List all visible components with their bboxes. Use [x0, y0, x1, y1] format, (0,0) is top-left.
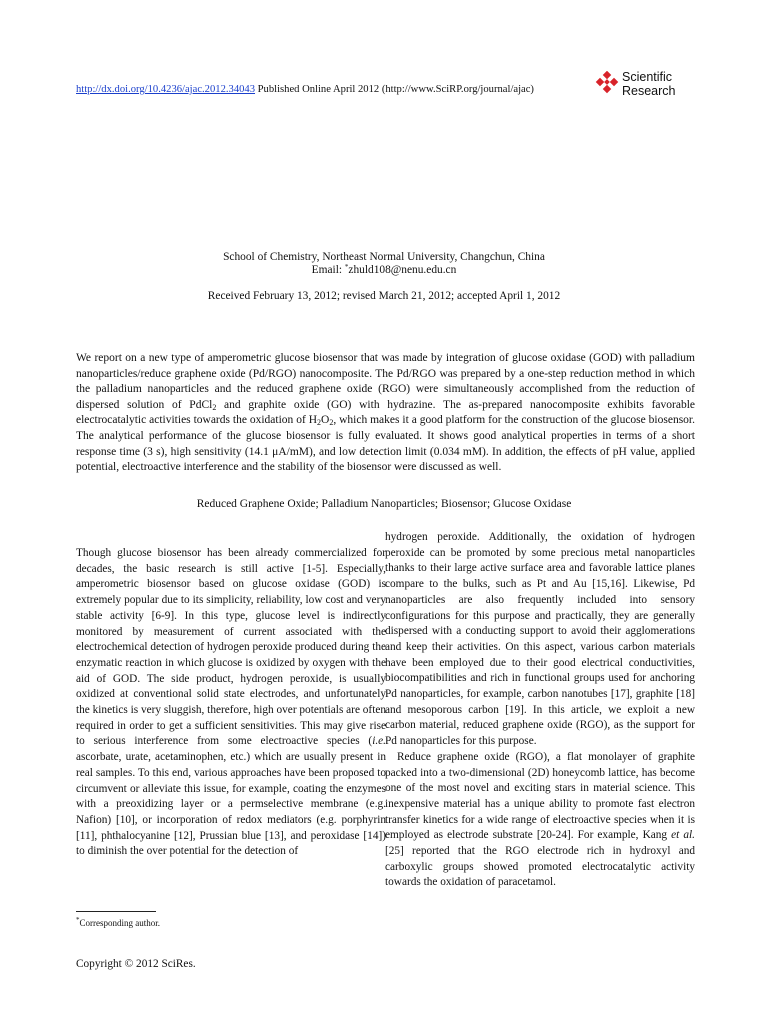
- footnote-divider: [76, 911, 156, 912]
- abstract: We report on a new type of amperometric glucose biosensor that was made by integration of glucose oxidase (GOD) with palladium nanoparticles/reduce graphene oxide (Pd/RGO) nanocomposite. The Pd/RGO was prepared by a one-step reduction method in which the palladium nanoparticles and the reduced graphene oxide (RGO) were simultaneously accomplished from the reduction of dispersed solution of PdCl$_2$ and graphite oxide (GO) with hydrazine. The as-prepared nanocomposite exhibits favorable electrocatalytic activities towards the oxidation of $H_2O_2$, which makes it a good platform for the construction of the glucose biosensor. The analytical performance of the glucose biosensor is fully evaluated. It shows good analytical properties in terms of a short response time (3 s), high sensitivity (14.1 μA/mM), and low detection limit (0.034 mM). In addition, the effects of pH value, applied potential, electroactive interference and the stability of the biosensor were discussed as well.: [76, 352, 695, 474]
- body-column-right: [385, 530, 695, 891]
- paragraph-intro: Though glucose biosensor has been already commercialized for decades, the basic research is still active [1-5]. Especially, amperometric biosensor based on glucose oxidase (GOD) is extremely popular due to its simplicity, reliability, low cost and very stable activity [6-9]. In this type, glucose level is indirectly monitored by measurement of current associated with the electrochemical detection of hydrogen peroxide produced during the enzymatic reaction in which glucose is oxidized by oxygen with the aid of GOD. The side product, hydrogen peroxide, is usually oxidized at conventional solid state electrodes, and unfortunately the kinetics is very sluggish, therefore, high over potentials are often required in order to get a sufficient sensitivities. This may give rise to serious interference from some electroactive species (i.e. ascorbate, urate, acetaminophen, etc.) which are usually present in real samples. To this end, various approaches have been proposed to circumvent or alleviate this issue, for example, coating the enzymes with a preoxidizing layer or a permselective membrane (e.g. Nafion) [10], or incorporation of redox mediators (e.g. porphyrin [11], phthalocyanine [12], Prussian blue [13], and peroxidase [14]) to diminish the over potential for the detection of: [76, 547, 386, 858]
- keywords: Reduced Graphene Oxide; Palladium Nanoparticles; Biosensor; Glucose Oxidase: [196, 498, 572, 510]
- publication-info: Published Online April 2012 (http://www.SciRP.org/journal/ajac): [255, 84, 534, 95]
- logo-text-line1: Scientific: [622, 70, 673, 84]
- scientific-research-logo: [594, 70, 704, 100]
- affiliation-school: School of Chemistry, Northeast Normal University, Changchun, China: [223, 251, 545, 263]
- footnote: *Corresponding author.: [76, 916, 160, 928]
- copyright: Copyright © 2012 SciRes.: [76, 958, 196, 970]
- logo-mark-icon: [594, 71, 620, 97]
- affiliation-email: Email: *zhuld108@nenu.edu.cn: [311, 263, 457, 276]
- email-asterisk: *: [344, 263, 349, 271]
- doi-link[interactable]: http://dx.doi.org/10.4236/ajac.2012.34043: [76, 84, 256, 95]
- email-address: zhuld108@nenu.edu.cn: [348, 264, 457, 276]
- header-citation: [76, 84, 534, 95]
- logo-text-line2: Research: [622, 83, 676, 98]
- paragraph-right-1: hydrogen peroxide. Additionally, the oxidation of hydrogen peroxide can be promoted by some precious metal nanoparticles thanks to their large active surface area and favorable lattice planes compare to the bulks, such as Pt and Au [15,16]. Likewise, Pd nanoparticles are also frequently included into sensory configurations for this purpose and practically, they are generally dispersed with a conducting support to avoid their agglomerations and keep their activities. On this aspect, various carbon materials have been employed due to their good electrical conductivities, biocompatibilities and rich in functional groups used for anchoring Pd nanoparticles, for example, carbon nanotubes [17], graphite [18] and mesoporous carbon [19]. In this article, we exploit a new carbon material, reduced graphene oxide (RGO), as the support for Pd nanoparticles for this purpose.: [385, 531, 695, 748]
- body-column-left: [76, 546, 386, 860]
- paragraph-right-2: Reduce graphene oxide (RGO), a flat monolayer of graphite packed into a two-dimensional (2D) honeycomb lattice, has become one of the most novel and exciting stars in material science. This inexpensive material has a unique ability to promote fast electron transfer kinetics for a wide range of electroactive species when it is employed as electrode substrate [20-24]. For example, Kang et al. [25] reported that the RGO electrode rich in hydroxyl and carboxylic groups showed promoted electrocatalytic activity towards the oxidation of paracetamol.: [385, 750, 695, 889]
- affiliation-block: [0, 251, 768, 277]
- article-dates: Received February 13, 2012; revised March 21, 2012; accepted April 1, 2012: [207, 290, 561, 302]
